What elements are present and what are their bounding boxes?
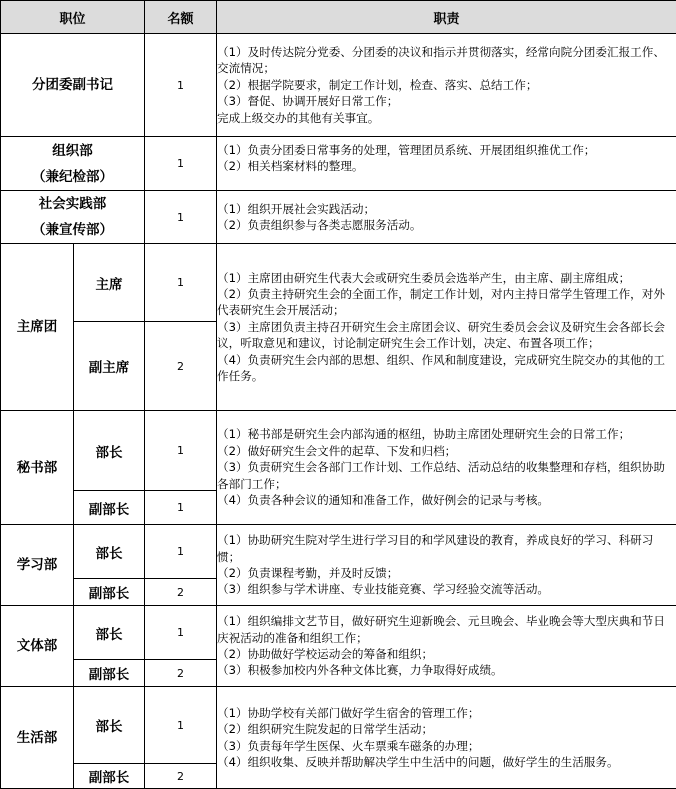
duties-cell xyxy=(217,137,676,191)
duty-line: （2）协助做好学校运动会的筹备和组织； xyxy=(217,646,676,662)
header-row xyxy=(1,1,676,34)
duty-line: （3）组织参与学术讲座、专业技能竞赛、学习经验交流等活动。 xyxy=(217,581,676,597)
position-title-note: （兼纪检部） xyxy=(1,164,144,190)
duty-line: （3）主席团负责主持召开研究生会主席团会议、研究生委员会会议及研究生会各部长会议，听取意见和建议，讨论制定研究生会工作计划，决定、布置各项工作； xyxy=(217,319,676,352)
quota-value: 1 xyxy=(145,244,217,322)
duty-line: （4）负责研究生会内部的思想、组织、作风和制度建设，完成研究生院交办的其他的工作任务。 xyxy=(217,352,676,385)
sub-position-title: 部长 xyxy=(74,606,145,660)
sub-position-title: 部长 xyxy=(74,411,145,491)
position-title: 主席团 xyxy=(1,244,74,411)
duty-line: （4）组织收集、反映并帮助解决学生中生活中的问题，做好学生的生活服务。 xyxy=(217,754,676,770)
quota-value: 1 xyxy=(145,491,217,525)
quota-value: 2 xyxy=(145,764,217,789)
position-title-line: 组织部 xyxy=(1,138,144,164)
position-title xyxy=(1,137,145,191)
sub-position-title: 主席 xyxy=(74,244,145,322)
table-row xyxy=(1,244,676,322)
duty-line: （1）及时传达院分党委、分团委的决议和指示并贯彻落实，经常向院分团委汇报工作、交流情况； xyxy=(217,44,676,77)
duty-line: （2）负责课程考勤，并及时反馈； xyxy=(217,565,676,581)
sub-position-title: 副主席 xyxy=(74,322,145,411)
duties-cell xyxy=(217,411,676,525)
duty-line: （1）秘书部是研究生会内部沟通的枢纽，协助主席团处理研究生会的日常工作； xyxy=(217,426,676,442)
duty-line: （1）组织编排文艺节目，做好研究生迎新晚会、元旦晚会、毕业晚会等大型庆典和节日庆祝活动的准备和组织工作； xyxy=(217,613,676,646)
duty-line: （3）积极参加校内外各种文体比赛，力争取得好成绩。 xyxy=(217,662,676,678)
duty-line: （3）负责每年学生医保、火车票乘车磁条的办理； xyxy=(217,738,676,754)
position-title: 学习部 xyxy=(1,525,74,606)
table-row xyxy=(1,525,676,579)
table-row xyxy=(1,191,676,244)
position-title-line: 社会实践部 xyxy=(1,191,144,217)
position-title xyxy=(1,191,145,244)
duty-line: （2）做好研究生会文件的起草、下发和归档； xyxy=(217,443,676,459)
duty-line: （2）根据学院要求，制定工作计划，检查、落实、总结工作； xyxy=(217,77,676,93)
quota-value: 1 xyxy=(145,191,217,244)
position-title-note: （兼宣传部） xyxy=(1,217,144,243)
quota-value: 1 xyxy=(145,687,217,764)
quota-value: 2 xyxy=(145,660,217,687)
position-title: 生活部 xyxy=(1,687,74,789)
duty-line: （3）督促、协调开展好日常工作； xyxy=(217,93,676,109)
header-duties: 职责 xyxy=(217,1,676,34)
quota-value: 1 xyxy=(145,525,217,579)
header-quota: 名额 xyxy=(145,1,217,34)
sub-position-title: 副部长 xyxy=(74,491,145,525)
duty-line: （2）负责主持研究生会的全面工作，制定工作计划，对内主持日常学生管理工作，对外代表研究生会开展活动； xyxy=(217,286,676,319)
position-title: 文体部 xyxy=(1,606,74,687)
quota-value: 1 xyxy=(145,137,217,191)
duty-line: （1）组织开展社会实践活动； xyxy=(217,201,676,217)
duties-cell xyxy=(217,34,676,137)
duty-line: （1）协助研究生院对学生进行学习目的和学风建设的教育，养成良好的学习、科研习惯； xyxy=(217,532,676,565)
position-title: 分团委副书记 xyxy=(1,34,145,137)
sub-position-title: 副部长 xyxy=(74,764,145,789)
sub-position-title: 副部长 xyxy=(74,579,145,606)
duty-line: （2）负责组织参与各类志愿服务活动。 xyxy=(217,217,676,233)
table-row xyxy=(1,137,676,191)
duty-line: （1）协助学校有关部门做好学生宿舍的管理工作； xyxy=(217,705,676,721)
header-position: 职位 xyxy=(1,1,145,34)
quota-value: 2 xyxy=(145,322,217,411)
duty-line: （1）负责分团委日常事务的处理，管理团员系统、开展团组织推优工作； xyxy=(217,142,676,158)
sub-position-title: 部长 xyxy=(74,525,145,579)
table-row xyxy=(1,687,676,764)
sub-position-title: 部长 xyxy=(74,687,145,764)
sub-position-title: 副部长 xyxy=(74,660,145,687)
table-row xyxy=(1,34,676,137)
table-row xyxy=(1,411,676,491)
duties-cell xyxy=(217,687,676,789)
position-title: 秘书部 xyxy=(1,411,74,525)
duty-line: （2）相关档案材料的整理。 xyxy=(217,158,676,174)
duties-cell xyxy=(217,191,676,244)
quota-value: 1 xyxy=(145,411,217,491)
quota-value: 1 xyxy=(145,34,217,137)
duties-cell xyxy=(217,525,676,606)
duty-line: （2）组织研究生院发起的日常学生活动； xyxy=(217,721,676,737)
quota-value: 2 xyxy=(145,579,217,606)
duties-cell xyxy=(217,244,676,411)
quota-value: 1 xyxy=(145,606,217,660)
duties-cell xyxy=(217,606,676,687)
duty-line: （4）负责各种会议的通知和准备工作，做好例会的记录与考核。 xyxy=(217,492,676,508)
table-row xyxy=(1,606,676,660)
duty-line: 完成上级交办的其他有关事宜。 xyxy=(217,110,676,126)
duty-line: （3）负责研究生会各部门工作计划、工作总结、活动总结的收集整理和存档，组织协助各部门工作； xyxy=(217,459,676,492)
duty-line: （1）主席团由研究生代表大会或研究生委员会选举产生，由主席、副主席组成； xyxy=(217,270,676,286)
